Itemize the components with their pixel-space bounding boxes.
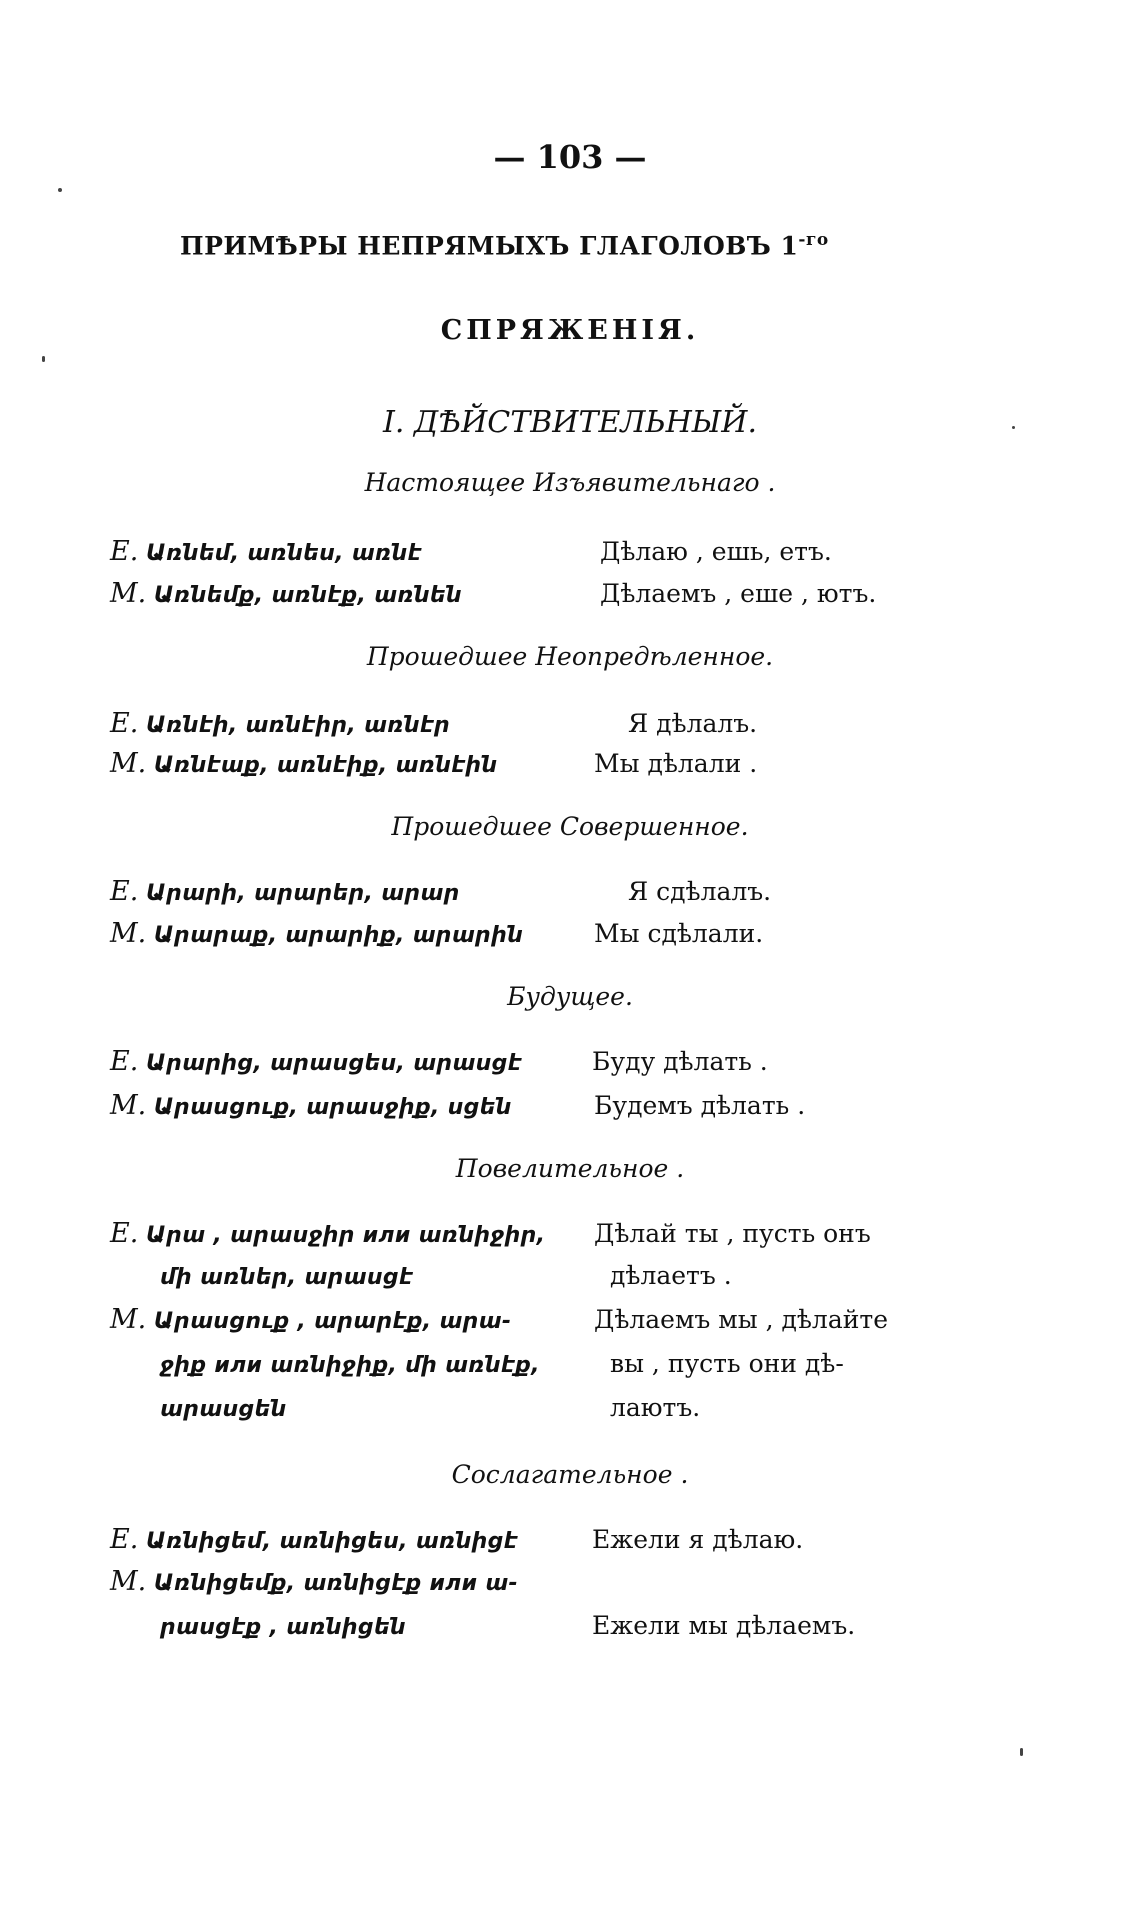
conjugation-row: [110, 1086, 512, 1126]
conjugation-row: [110, 1214, 545, 1254]
armenian-forms: րասցէք , առնիցեն: [160, 1615, 406, 1640]
armenian-forms: ջիք или առնիջիք, մի առնէք,: [160, 1353, 540, 1378]
conjugation-row: [110, 1562, 518, 1602]
armenian-forms: Առնիցեմք, առնիցէք или ա-: [153, 1571, 518, 1596]
russian-translation: Мы дѣлали .: [594, 749, 758, 778]
number-label: Е.: [110, 708, 139, 739]
number-label: Е.: [110, 876, 139, 907]
scan-speck: [42, 356, 45, 362]
armenian-forms: Առնէաք, առնէիք, առնէին: [153, 753, 498, 778]
conjugation-row: [110, 872, 460, 912]
number-label: М.: [110, 578, 147, 609]
tense-heading: Будущее.: [507, 982, 633, 1011]
chapter-subtitle: СПРЯЖЕНІЯ.: [440, 315, 700, 346]
armenian-forms: Արարի, արարեր, արար: [145, 881, 460, 906]
russian-translation: Ежели я дѣлаю.: [592, 1525, 804, 1554]
russian-translation: Мы сдѣлали.: [594, 919, 764, 948]
scan-speck: [58, 188, 62, 192]
russian-translation: Дѣлай ты , пусть онъ: [594, 1219, 871, 1248]
russian-translation: Я дѣлалъ.: [628, 709, 758, 738]
number-label: Е.: [110, 536, 139, 567]
armenian-forms: Արա , արասջիր или առնիջիր,: [145, 1223, 546, 1248]
conjugation-row: [160, 1256, 413, 1296]
russian-translation: Дѣлаю , ешь, етъ.: [600, 537, 832, 566]
russian-translation: Дѣлаемъ , еше , ютъ.: [600, 579, 877, 608]
armenian-forms: Առնէի, առնէիր, առնէր: [145, 713, 450, 738]
conjugation-row: [110, 532, 422, 572]
number-label: М.: [110, 748, 147, 779]
russian-translation: Дѣлаемъ мы , дѣлайте: [594, 1305, 889, 1334]
armenian-forms: արասցեն: [160, 1397, 287, 1422]
page-number: — 103 —: [493, 138, 647, 176]
number-label: Е.: [110, 1046, 139, 1077]
russian-translation: лаютъ.: [610, 1393, 701, 1422]
conjugation-row: [110, 1042, 522, 1082]
russian-translation: Ежели мы дѣлаемъ.: [592, 1611, 856, 1640]
number-label: Е.: [110, 1524, 139, 1555]
armenian-forms: Արասցուք , արարէք, արա-: [153, 1309, 512, 1334]
number-label: Е.: [110, 1218, 139, 1249]
conjugation-row: [110, 1300, 511, 1340]
armenian-forms: Արարից, արասցես, արասցէ: [145, 1051, 522, 1076]
scan-speck: [1012, 426, 1015, 429]
armenian-forms: Առնեմք, առնէք, առնեն: [153, 583, 462, 608]
armenian-forms: Առնիցեմ, առնիցես, առնիցէ: [145, 1529, 518, 1554]
russian-translation: Я сдѣлалъ.: [628, 877, 772, 906]
chapter-title: [180, 230, 829, 260]
tense-heading: Сослагательное .: [451, 1460, 689, 1489]
number-label: М.: [110, 918, 147, 949]
armenian-forms: Առնեմ, առնես, առնէ: [145, 541, 422, 566]
russian-translation: Буду дѣлать .: [592, 1047, 768, 1076]
conjugation-row: [160, 1344, 540, 1384]
conjugation-row: [110, 1520, 518, 1560]
number-label: М.: [110, 1090, 147, 1121]
armenian-forms: մի առներ, արասցէ: [160, 1265, 414, 1290]
conjugation-row: [110, 574, 462, 614]
armenian-forms: Արարաք, արարիք, արարին: [153, 923, 524, 948]
russian-translation: Будемъ дѣлать .: [594, 1091, 806, 1120]
tense-heading: Повелительное .: [455, 1154, 685, 1183]
tense-heading: Прошедшее Неопредѣленное.: [366, 642, 774, 671]
conjugation-row: [110, 914, 523, 954]
russian-translation: вы , пусть они дѣ-: [610, 1349, 844, 1378]
chapter-title-superscript: -го: [798, 230, 829, 250]
conjugation-row: [160, 1388, 287, 1428]
scan-speck: [1020, 1748, 1023, 1756]
tense-heading: Настоящее Изъявительнаго .: [364, 468, 776, 497]
chapter-title-text: ПРИМѢРЫ НЕПРЯМЫХЪ ГЛАГОЛОВЪ 1: [180, 231, 799, 261]
conjugation-row: [160, 1606, 406, 1646]
conjugation-row: [110, 704, 450, 744]
voice-heading: I. ДѢЙСТВИТЕЛЬНЫЙ.: [382, 405, 758, 440]
tense-heading: Прошедшее Совершенное.: [391, 812, 749, 841]
number-label: М.: [110, 1566, 147, 1597]
russian-translation: дѣлаетъ .: [610, 1261, 732, 1290]
conjugation-row: [110, 744, 497, 784]
number-label: М.: [110, 1304, 147, 1335]
armenian-forms: Արասցուք, արասջիք, սցեն: [153, 1095, 512, 1120]
